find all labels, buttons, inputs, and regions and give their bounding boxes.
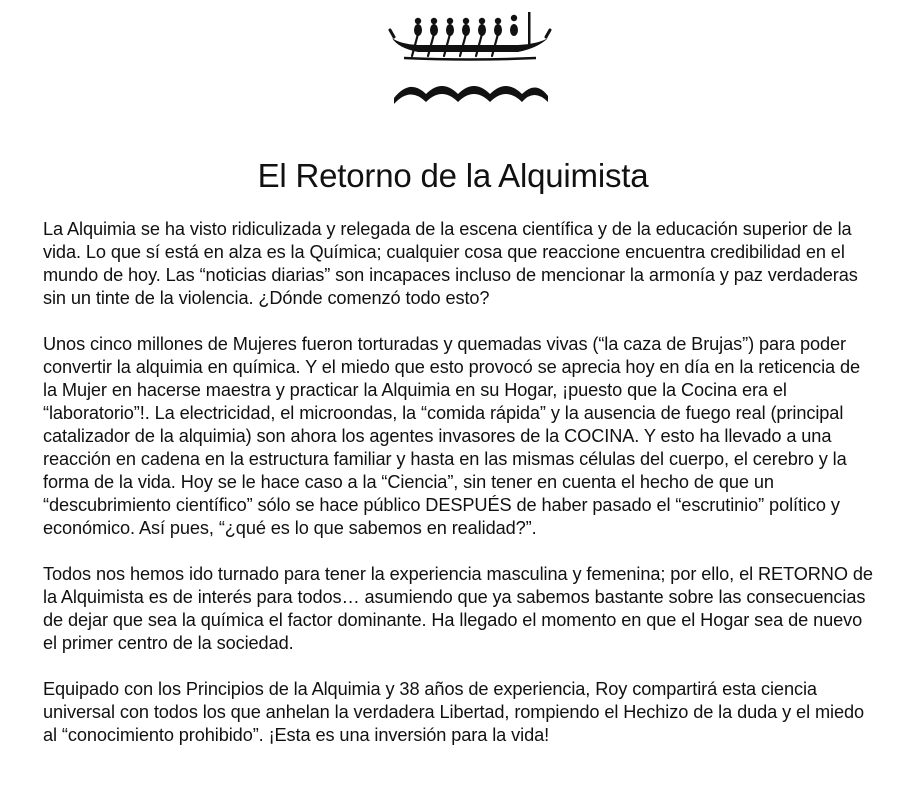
boat-logo-icon bbox=[388, 8, 552, 108]
paragraph: Equipado con los Principios de la Alquimia y 38 años de experiencia, Roy compartirá esta ciencia universal con todos los que anhelan la verdadera Libertad, rompiendo el Hechizo de la duda y el miedo al “conocimiento prohibido”. ¡Esta es una inversión para la vida! bbox=[43, 679, 864, 745]
paragraph: Unos cinco millones de Mujeres fueron torturadas y quemadas vivas (“la caza de Brujas”) para poder convertir la alquimia en química. Y el miedo que esto provocó se aprecia hoy en día en la reticencia de la Mujer en hacerse maestra y practicar la Alquimia en su Hogar, ¡puesto que la Cocina era el “laboratorio”!. La electricidad, el microondas, la “comida rápida” y la ausencia de fuego real (principal catalizador de la alquimia) son ahora los agentes invasores de la COCINA. Y esto ha llevado a una reacción en cadena en la estructura familiar y hasta en las mismas células del cuerpo, el cerebro y la forma de la vida. Hoy se le hace caso a la “Ciencia”, sin tener en cuenta el hecho de que un “descubrimiento científico” sólo se hace público DESPUÉS de haber pasado el “escrutinio” político y económico. Así pues, “¿qué es lo que sabemos en realidad?”. bbox=[43, 334, 861, 538]
paragraph: La Alquimia se ha visto ridiculizada y relegada de la escena científica y de la educación superior de la vida. Lo que sí está en alza es la Química; cualquier cosa que reaccione encuentra credibilidad en el mundo de hoy. Las “noticias diarias” son incapaces incluso de mencionar la armonía y paz verdaderas sin un tinte de la violencia. ¿Dónde comenzó todo esto? bbox=[43, 219, 858, 308]
paragraph: Todos nos hemos ido turnado para tener la experiencia masculina y femenina; por ello, el RETORNO de la Alquimista es de interés para todos… asumiendo que ya sabemos bastante sobre las consecuencias de dejar que sea la química el factor dominante. Ha llegado el momento en que el Hogar sea de nuevo el primer centro de la sociedad. bbox=[43, 564, 873, 653]
document-title: El Retorno de la Alquimista bbox=[257, 157, 649, 194]
document-body bbox=[43, 218, 873, 770]
